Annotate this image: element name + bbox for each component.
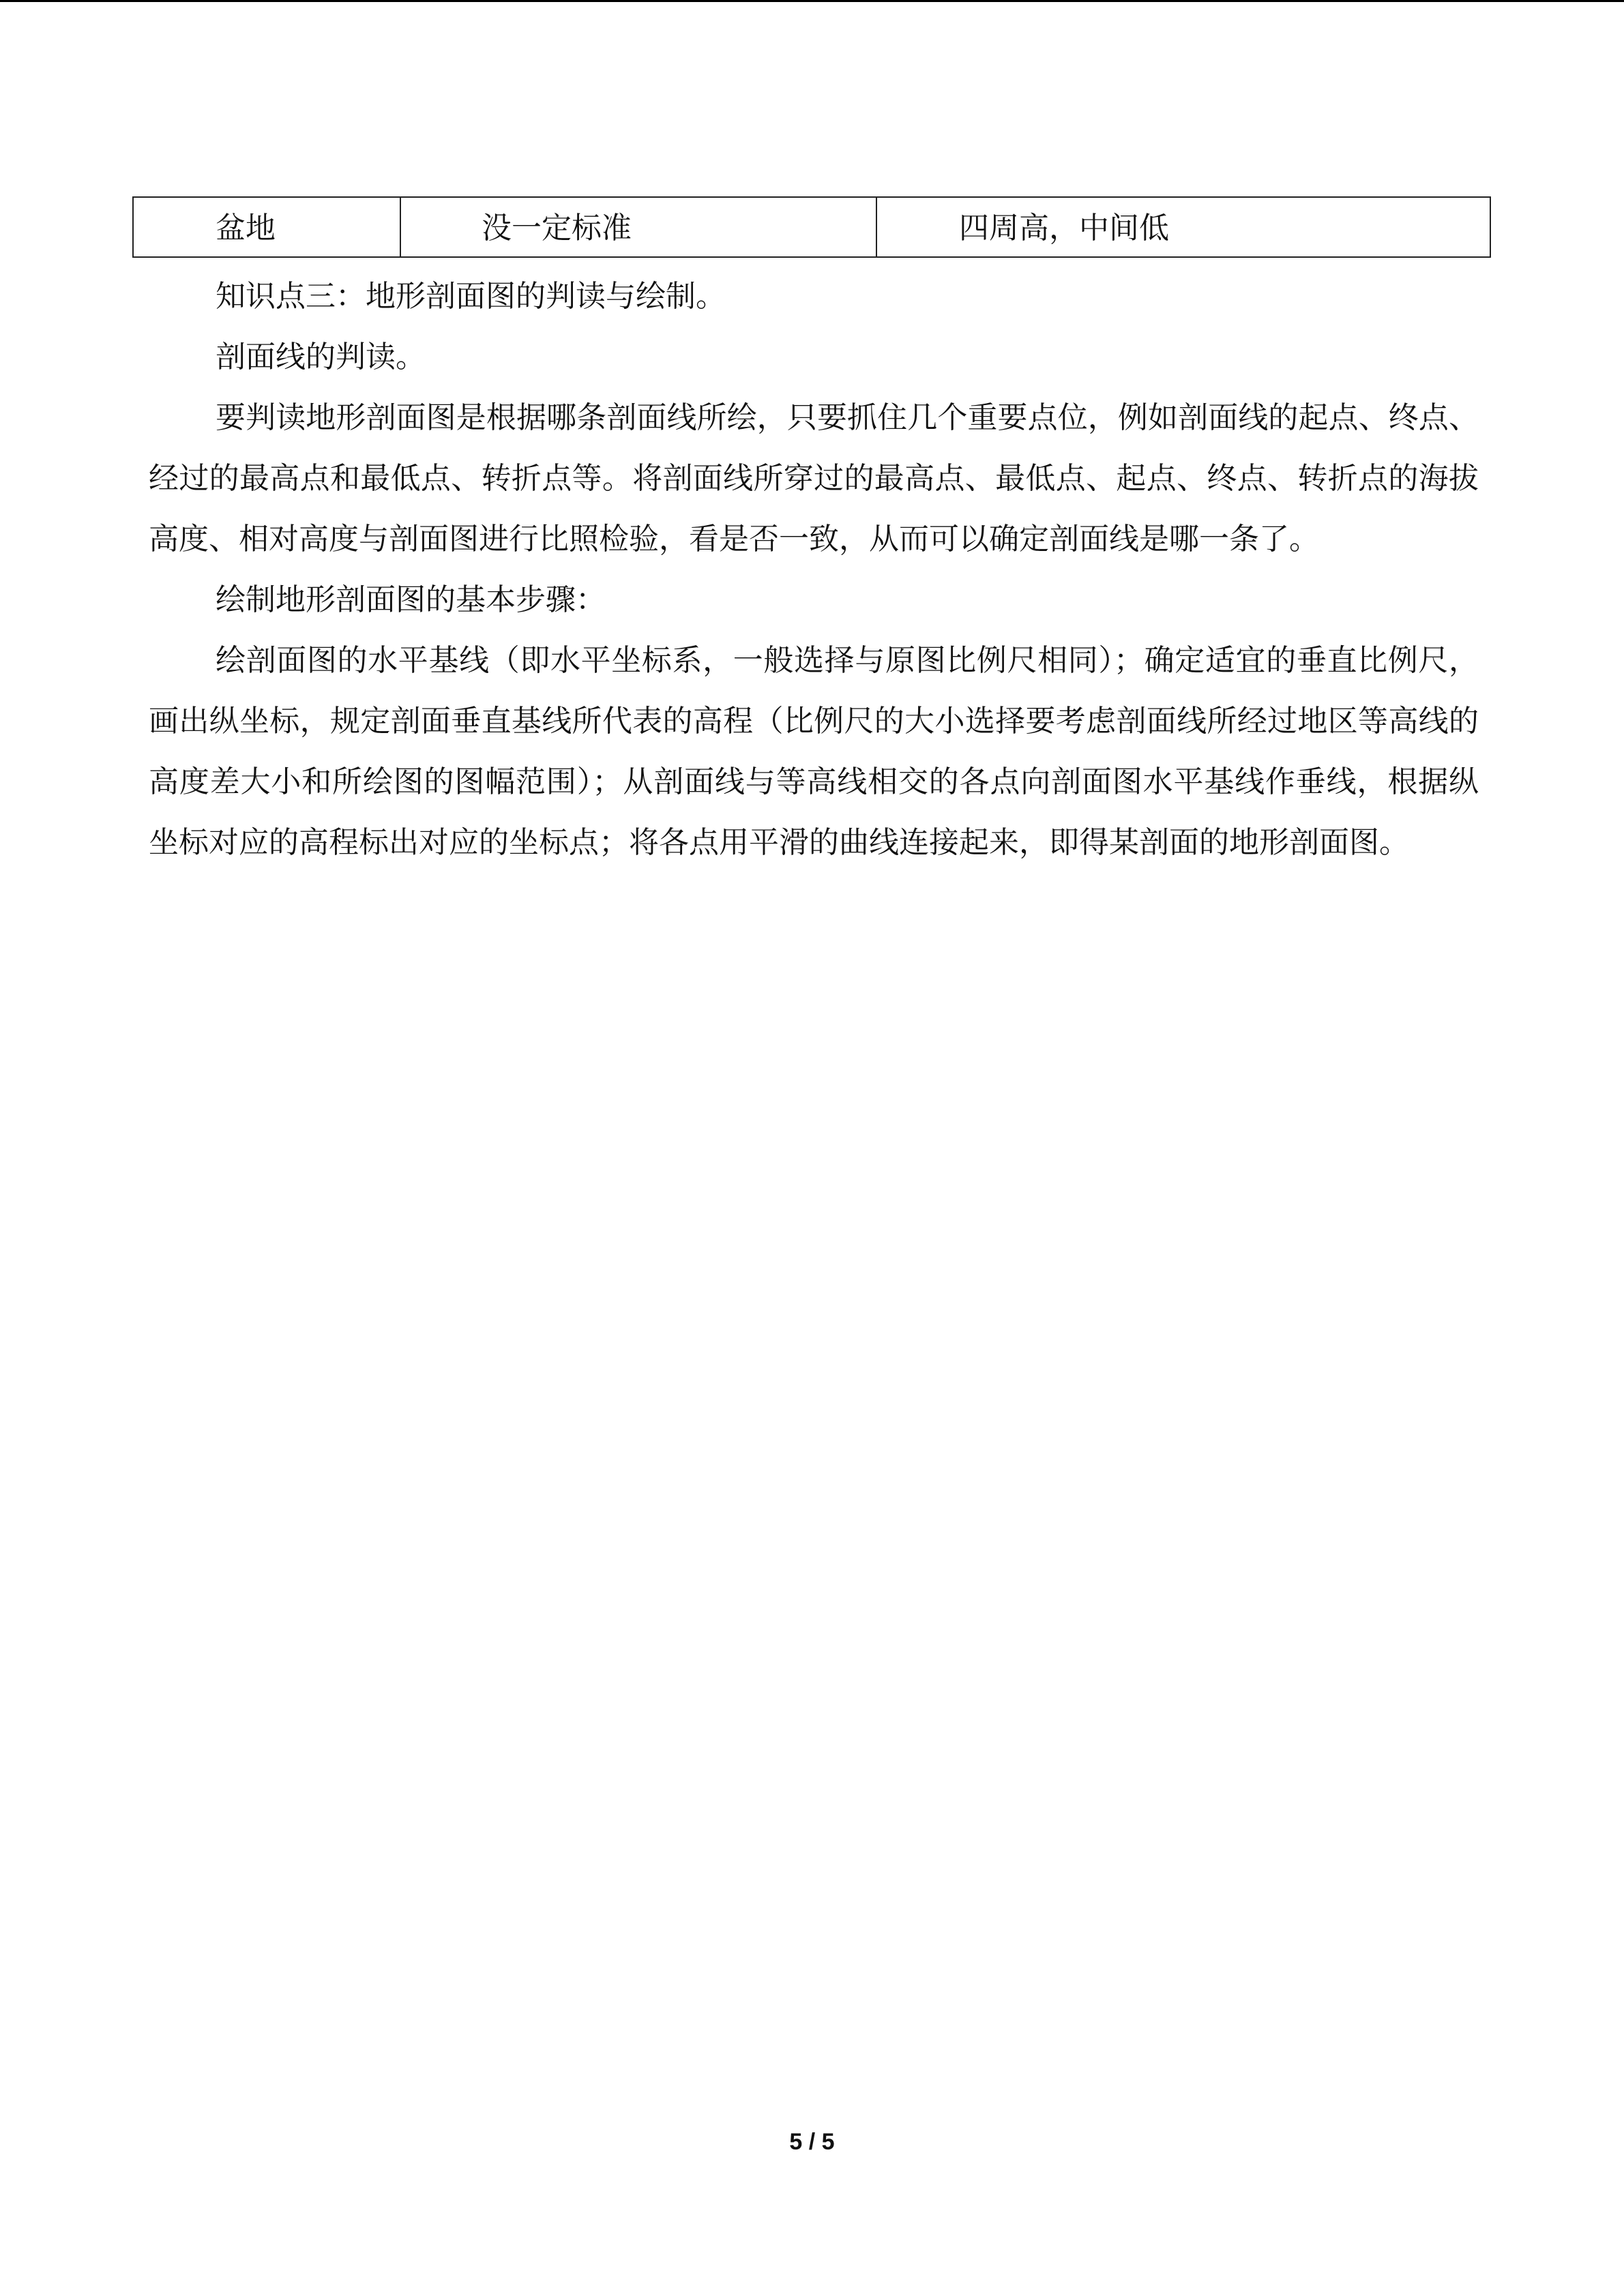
page-number: 5 / 5 [789, 2129, 835, 2155]
table-cell-standard: 没一定标准 [400, 198, 876, 256]
table-cell-landform: 盆地 [216, 211, 276, 245]
paragraph-drawing-steps: 绘剖面图的水平基线（即水平坐标系，一般选择与原图比例尺相同）；确定适宜的垂直比例尺，画出纵坐标，规定剖面垂直基线所代表的高程（比例尺的大小选择要考虑剖面线所经过地区等高线的高度差大小和所绘图的图幅范围）；从剖面线与等高线相交的各点向剖面图水平基线作垂线，根据纵坐标对应的高程标出对应的坐标点；将各点用平滑的曲线连接起来，即得某剖面的地形剖面图。 [149, 643, 1479, 860]
landform-table-row [132, 196, 1491, 258]
paragraph-profile-line-judgement: 要判读地形剖面图是根据哪条剖面线所绘，只要抓住几个重要点位，例如剖面线的起点、终点、经过的最高点和最低点、转折点等。将剖面线所穿过的最高点、最低点、起点、终点、转折点的海拔高度、相对高度与剖面图进行比照检验，看是否一致，从而可以确定剖面线是哪一条了。 [149, 400, 1479, 556]
top-border-line [0, 0, 1624, 2]
document-body [149, 266, 1479, 873]
table-cell-feature: 四周高，中间低 [876, 198, 1490, 256]
section-heading-knowledge-point-3: 知识点三：地形剖面图的判读与绘制。 [216, 279, 726, 314]
subheading-profile-line-judgement: 剖面线的判读。 [216, 340, 426, 374]
subheading-drawing-steps: 绘制地形剖面图的基本步骤： [216, 582, 606, 617]
